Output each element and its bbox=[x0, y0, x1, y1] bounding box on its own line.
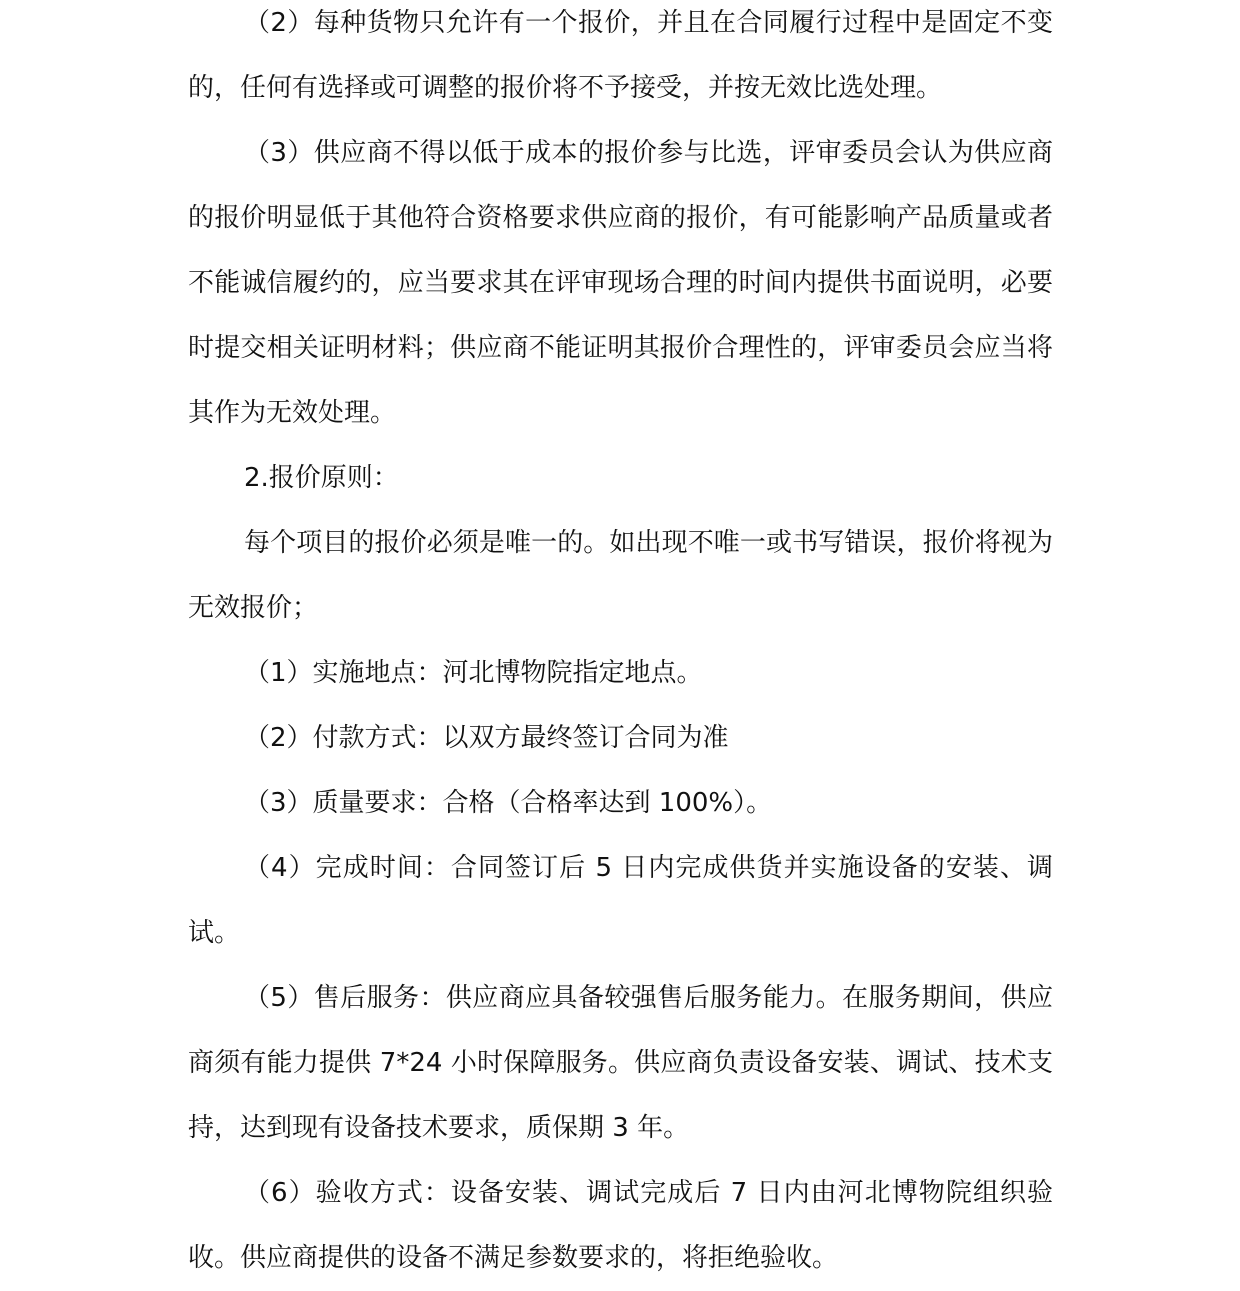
paragraph-unique-quote: 每个项目的报价必须是唯一的。如出现不唯一或书写错误，报价将视为无效报价； bbox=[188, 528, 1053, 623]
item-quality-requirement: （3）质量要求：合格（合格率达到 100%）。 bbox=[244, 788, 773, 818]
item-payment-method: （2）付款方式：以双方最终签订合同为准 bbox=[244, 723, 729, 753]
item-completion-time: （4）完成时间：合同签订后 5 日内完成供货并实施设备的安装、调试。 bbox=[188, 853, 1053, 948]
paragraph-below-cost-rule: （3）供应商不得以低于成本的报价参与比选，评审委员会认为供应商的报价明显低于其他符合资格要求供应商的报价，有可能影响产品质量或者不能诚信履约的，应当要求其在评审现场合理的时间内提供书面说明，必要时提交相关证明材料；供应商不能证明其报价合理性的，评审委员会应当将其作为无效处理。 bbox=[188, 138, 1053, 428]
item-implementation-location: （1）实施地点：河北博物院指定地点。 bbox=[244, 658, 703, 688]
item-after-sales-service: （5）售后服务：供应商应具备较强售后服务能力。在服务期间，供应商须有能力提供 7*24 小时保障服务。供应商负责设备安装、调试、技术支持，达到现有设备技术要求，质保期 3 年。 bbox=[188, 983, 1053, 1143]
document-body bbox=[188, 0, 1053, 1291]
section-heading-quote-principle: 2.报价原则： bbox=[244, 463, 399, 493]
paragraph-quote-uniqueness: （2）每种货物只允许有一个报价，并且在合同履行过程中是固定不变的，任何有选择或可调整的报价将不予接受，并按无效比选处理。 bbox=[188, 8, 1053, 103]
item-acceptance-method: （6）验收方式：设备安装、调试完成后 7 日内由河北博物院组织验收。供应商提供的设备不满足参数要求的，将拒绝验收。 bbox=[188, 1178, 1053, 1273]
